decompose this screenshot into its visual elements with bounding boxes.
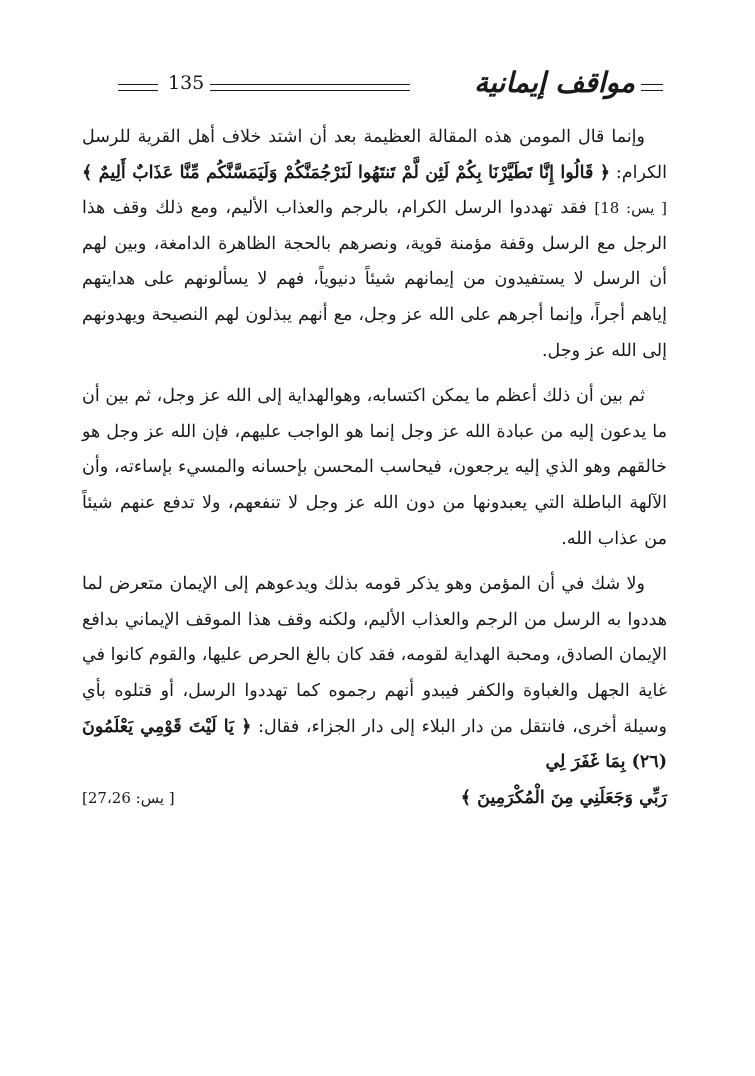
quran-reference: [ يس: 27،26] [82, 788, 175, 807]
header-rule-middle [210, 84, 410, 91]
page-header [118, 64, 663, 110]
header-rule-right [641, 84, 663, 91]
page-body [82, 120, 667, 817]
running-title: مواقف إيمانية [474, 66, 635, 99]
page-number: 135 [168, 72, 205, 94]
paragraph-text: وإنما قال المومن هذه المقالة العظيمة بعد أن اشتد خلاف أهل القرية للرسل الكرام: [82, 127, 667, 183]
quran-quote-end: رَبِّي وَجَعَلَنِي مِنَ الْمُكْرَمِينَ ﴾ [460, 787, 667, 808]
quote-final-line [82, 781, 667, 817]
header-rule-left [118, 84, 158, 91]
paragraph-2: ثم بين أن ذلك أعظم ما يمكن اكتسابه، وهوالهداية إلى الله عز وجل، ثم بين أن ما يدعون إليه من عبادة الله عز وجل إنما هو الواجب عليهم، فإن الله عز وجل هو خالقهم وهو الذي إليه يرجعون، فيحاسب المحسن بإحسانه والمسيء بإساءته، وأن الآلهة الباطلة التي يعبدونها من دون الله عز وجل لا تنفعهم، ولا تدفع عنهم شيئاً من عذاب الله. [82, 386, 667, 549]
paragraph-text: فقد تهددوا الرسل الكرام، بالرجم والعذاب الأليم، ومع ذلك وقف هذا الرجل مع الرسل وقفة مؤمنة قوية، ونصرهم بالحجة الظاهرة الدامغة، وبين لهم أن الرسل لا يستفيدون من إيمانهم شيئاً دنيوياً، فهم لا يسألونهم على هدايتهم إياهم أجراً، وإنما أجرهم على الله عز وجل، مع أنهم يبذلون لهم النصيحة ويهدونهم إلى الله عز وجل. [82, 198, 667, 361]
paragraph-1 [82, 120, 667, 369]
quran-quote: ﴿ يَا لَيْتَ قَوْمِي يَعْلَمُونَ (٢٦) بِمَا غَفَرَ لِي [82, 716, 667, 773]
paragraph-text: ولا شك في أن المؤمن وهو يذكر قومه بذلك ويدعوهم إلى الإيمان متعرض لما هددوا به الرسل من الرجم والعذاب الأليم، ولكنه وقف هذا الموقف الإيماني بدافع الإيمان الصادق، ومحبة الهداية لقومه، فقد كان بالغ الحرص عليها، والقوم كانوا في غاية الجهل والغباوة والكفر فيبدو أنهم رجموه كما تهددوا الرسل، أو قتلوه بأي وسيلة أخرى، فانتقل من دار البلاء إلى دار الجزاء، فقال: [82, 574, 667, 737]
quran-reference: [ يس: 18] [594, 199, 667, 218]
quran-quote: ﴿ قَالُوا إِنَّا تَطَيَّرْنَا بِكُمْ لَئِن لَّمْ تَنتَهُوا لَنَرْجُمَنَّكُمْ وَلَيَمَسَّنَّكُم مِّنَّا عَذَابٌ أَلِيمٌ ﴾ [82, 162, 610, 183]
paragraph-3 [82, 567, 667, 781]
